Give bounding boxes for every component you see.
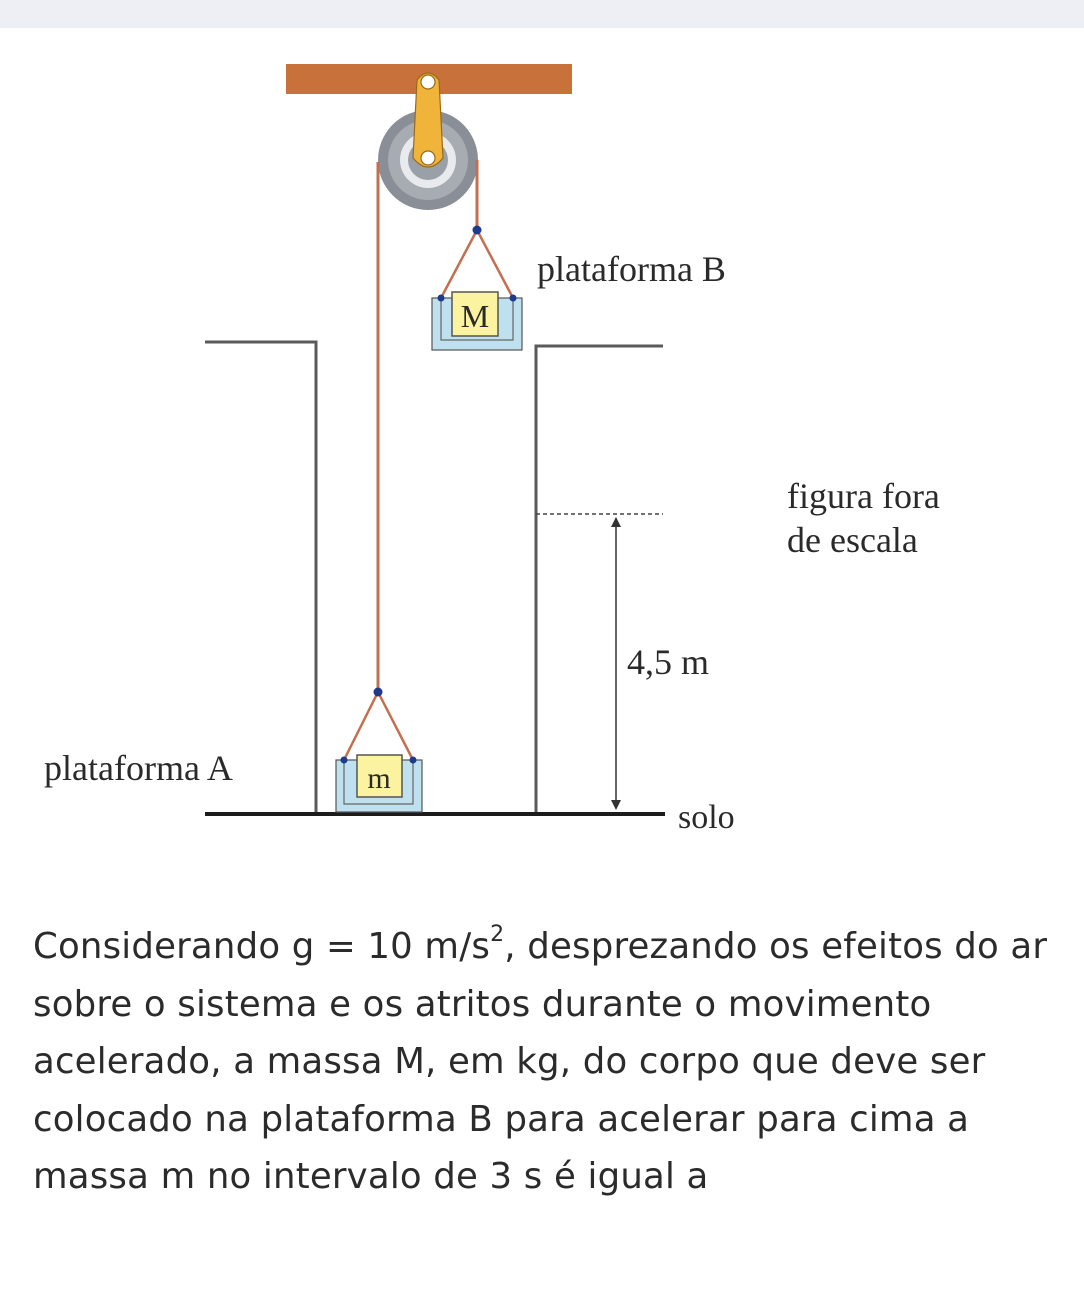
mass-b-label: M: [460, 298, 490, 334]
question-exponent: 2: [490, 922, 505, 948]
top-strip: [0, 0, 1084, 28]
label-platform-a: plataforma A: [44, 748, 233, 788]
ground-label: solo: [678, 799, 735, 836]
platform-b: [432, 226, 522, 351]
question-part1: Considerando g = 10 m/s: [33, 926, 491, 967]
scale-note-line2: de escala: [787, 520, 918, 560]
mass-a-label: m: [367, 762, 391, 795]
shaft-walls: [205, 342, 663, 814]
pulley-diagram: [0, 28, 1084, 898]
height-label: 4,5 m: [627, 642, 710, 682]
platform-a: [336, 688, 422, 813]
pulley-bracket: [413, 73, 443, 167]
label-platform-b: plataforma B: [537, 249, 726, 289]
question-part2: , desprezando os efeitos do ar sobre o sistema e os atritos durante o movimento acelerado, a massa M, em kg, do corpo que deve ser colocado na plataforma B para acelerar para cima a massa m no intervalo de 3 s é igual a: [33, 926, 1048, 1197]
scale-note-line1: figura fora: [787, 476, 940, 516]
question-text: [33, 918, 1063, 1206]
